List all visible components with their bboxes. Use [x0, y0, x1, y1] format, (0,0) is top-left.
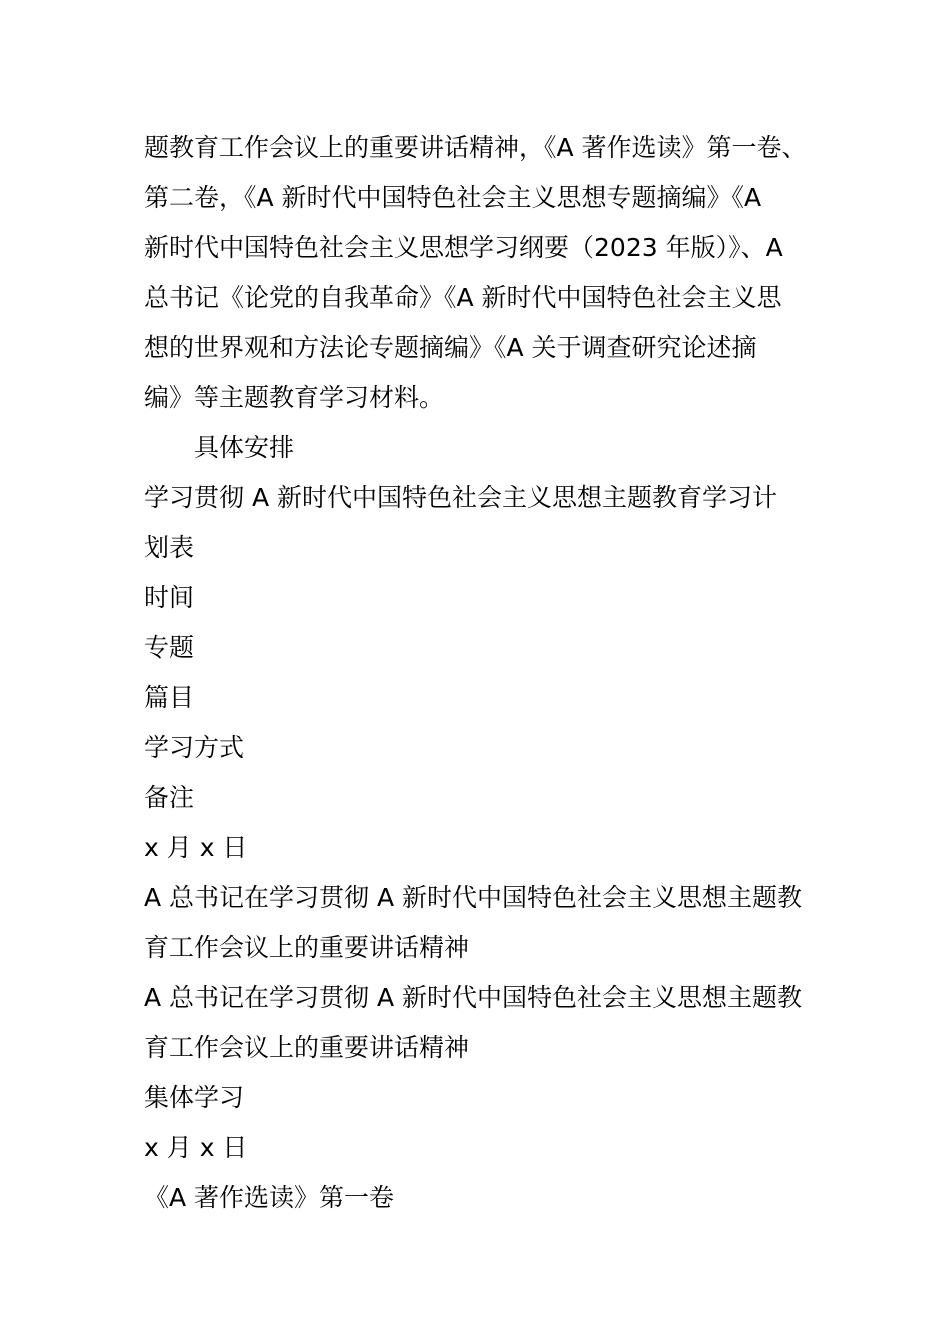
table-header-method: 学习方式: [144, 733, 245, 762]
row2-topic: 《A 著作选读》第一卷: [144, 1183, 395, 1212]
paragraph-line: 总书记《论党的自我革命》《A 新时代中国特色社会主义思: [144, 283, 782, 312]
paragraph-line: 题教育工作会议上的重要讲话精神，《A 著作选读》第一卷、: [144, 133, 807, 162]
row1-method: 集体学习: [144, 1083, 245, 1112]
paragraph-line: 第二卷，《A 新时代中国特色社会主义思想专题摘编》《A: [144, 183, 762, 212]
table-header-notes: 备注: [144, 783, 195, 812]
table-header-topic: 专题: [144, 633, 195, 662]
table-title-line: 学习贯彻 A 新时代中国特色社会主义思想主题教育学习计: [144, 483, 777, 512]
row2-date: x 月 x 日: [144, 1133, 248, 1162]
row1-topic-line: A 总书记在学习贯彻 A 新时代中国特色社会主义思想主题教: [144, 883, 803, 912]
row1-date: x 月 x 日: [144, 833, 248, 862]
section-heading: 具体安排: [194, 433, 295, 462]
table-title-line: 划表: [144, 533, 195, 562]
row1-article-line: A 总书记在学习贯彻 A 新时代中国特色社会主义思想主题教: [144, 983, 803, 1012]
document-page: [144, 123, 814, 1223]
paragraph-line: 想的世界观和方法论专题摘编》《A 关于调查研究论述摘: [144, 333, 757, 362]
table-header-article: 篇目: [144, 683, 195, 712]
row1-article-line: 育工作会议上的重要讲话精神: [144, 1033, 470, 1062]
row1-topic-line: 育工作会议上的重要讲话精神: [144, 933, 470, 962]
paragraph-line: 新时代中国特色社会主义思想学习纲要（2023 年版）》、A: [144, 233, 783, 262]
paragraph-line: 编》等主题教育学习材料。: [144, 383, 445, 412]
table-header-time: 时间: [144, 583, 195, 612]
